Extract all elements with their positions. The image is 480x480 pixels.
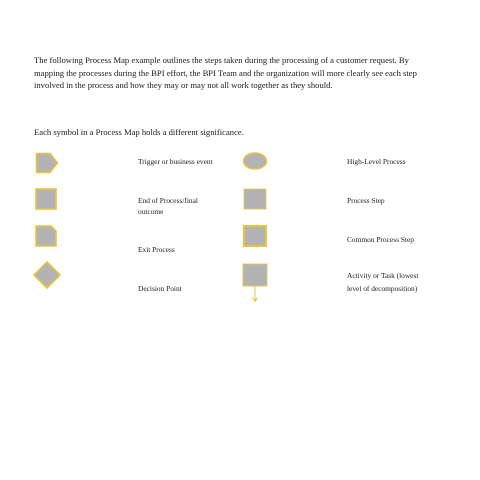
intro-paragraph: The following Process Map example outlines the steps taken during the processing of a customer request. By mapping the processes during the BPI effort, the BPI Team and the organization will more clearly see each step involved in the process and how they may or may not all work together as they should.: [34, 55, 417, 91]
activity-task-icon: [242, 263, 268, 303]
end-process-label: End of Process/final outcome: [138, 196, 198, 216]
common-process-step-icon: [242, 224, 268, 248]
exit-process-chamfered-icon: [35, 225, 57, 247]
process-step-label: Process Step: [347, 196, 385, 205]
end-process-square-icon: [35, 188, 57, 210]
legend-lead-sentence: Each symbol in a Process Map holds a different significance.: [34, 127, 244, 137]
trigger-label: Trigger or business event: [138, 157, 213, 166]
process-step-square-icon: [243, 188, 267, 210]
decision-point-label: Decision Point: [138, 284, 182, 293]
common-process-step-label: Common Process Step: [347, 235, 414, 244]
exit-process-label: Exit Process: [138, 245, 175, 254]
decision-diamond-icon: [32, 260, 62, 290]
high-level-process-ellipse-icon: [242, 151, 268, 171]
activity-task-label: Activity or Task (lowest level of decomposition): [347, 271, 419, 293]
trigger-pentagon-icon: [35, 152, 59, 174]
high-level-process-label: High-Level Process: [347, 157, 406, 166]
